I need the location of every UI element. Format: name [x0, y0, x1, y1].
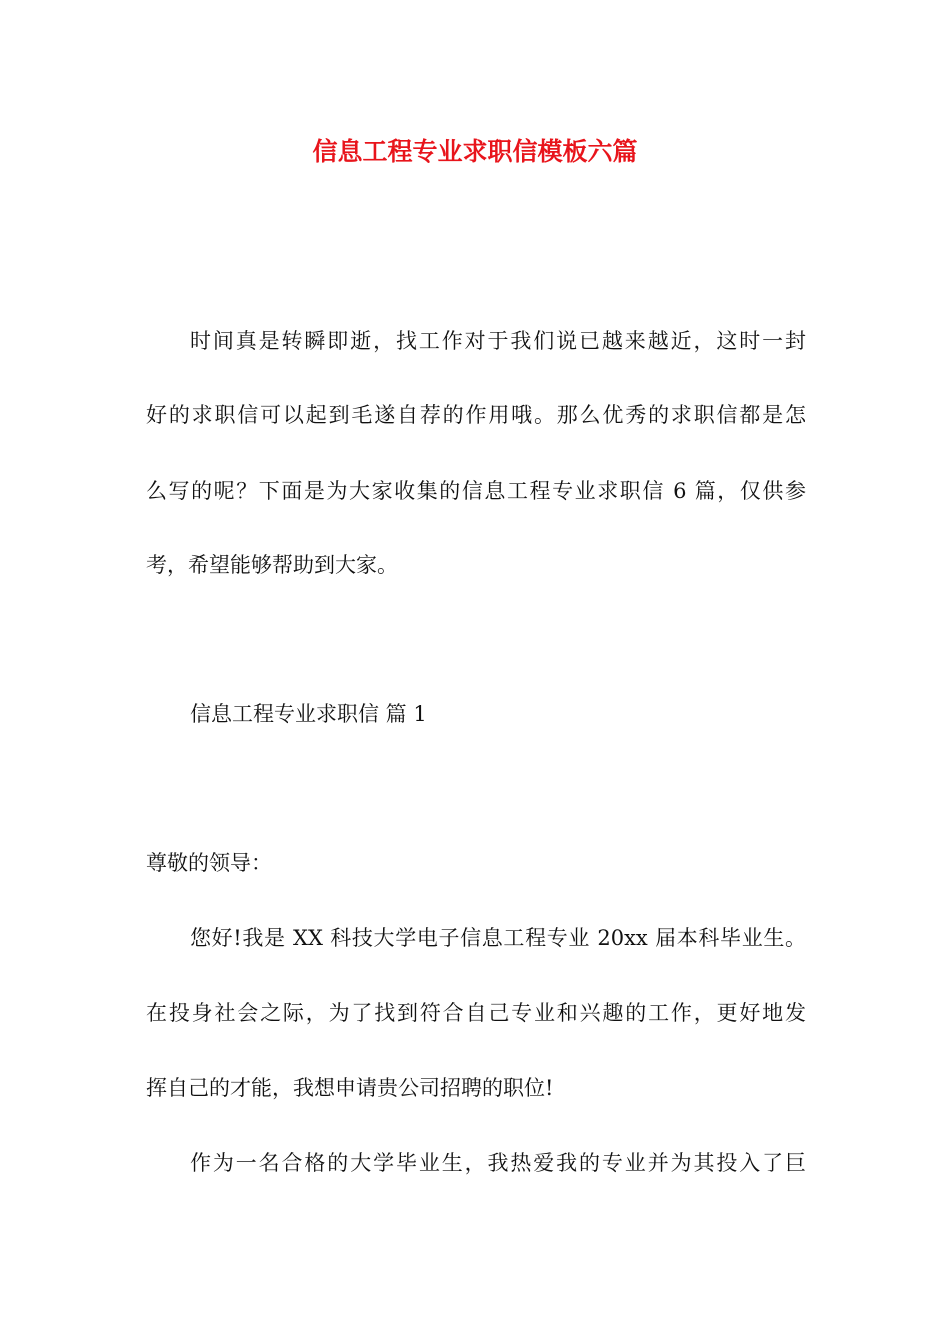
intro-line-1: 时间真是转瞬即逝，找工作对于我们说已越来越近，这时一封: [190, 329, 806, 353]
section-heading: 信息工程专业求职信 篇 1: [190, 702, 427, 726]
salutation: 尊敬的领导：: [146, 851, 272, 875]
document-title: 信息工程专业求职信模板六篇: [312, 137, 638, 166]
body-line-3: 挥自己的才能，我想申请贵公司招聘的职位!: [146, 1076, 554, 1100]
intro-line-2: 好的求职信可以起到毛遂自荐的作用哦。那么优秀的求职信都是怎: [146, 403, 806, 427]
body-line-1: 您好!我是 XX 科技大学电子信息工程专业 20xx 届本科毕业生。: [190, 926, 806, 950]
body-line-4: 作为一名合格的大学毕业生，我热爱我的专业并为其投入了巨: [190, 1151, 806, 1175]
intro-line-4: 考，希望能够帮助到大家。: [146, 553, 398, 577]
body-line-2: 在投身社会之际，为了找到符合自己专业和兴趣的工作，更好地发: [146, 1001, 806, 1025]
intro-line-3: 么写的呢？下面是为大家收集的信息工程专业求职信 6 篇，仅供参: [146, 479, 806, 503]
